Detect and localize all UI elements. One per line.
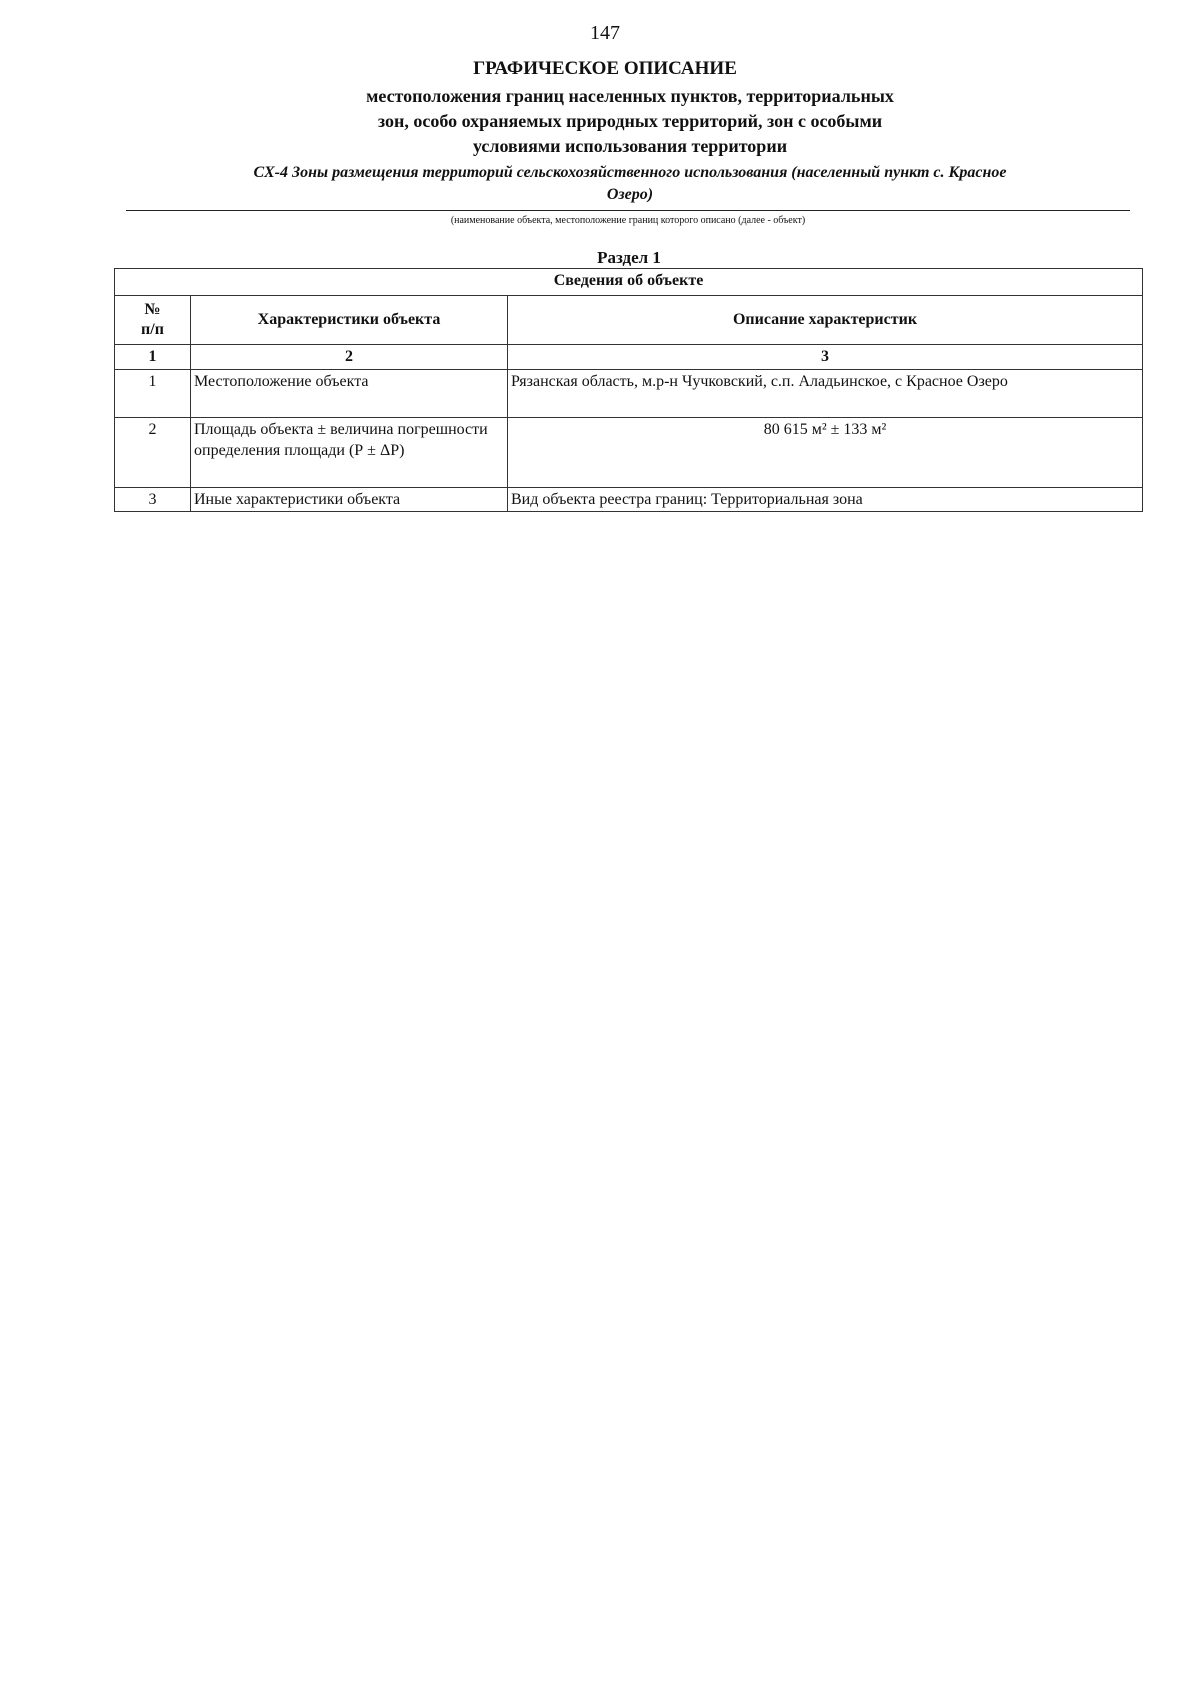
section-title: Раздел 1 (597, 248, 661, 267)
table-row (115, 418, 1143, 488)
table-caption-row (115, 269, 1143, 296)
header-number (115, 296, 191, 345)
column-index: 1 (115, 345, 191, 370)
object-info-table (114, 268, 1143, 512)
header-description: Описание характеристик (508, 296, 1143, 345)
header-number-line: п/п (141, 321, 164, 338)
column-index: 3 (508, 345, 1143, 370)
page-number: 147 (590, 22, 620, 44)
object-name-caption: (наименование объекта, местоположение границ которого описано (далее - объект) (450, 215, 806, 226)
table-caption: Сведения об объекте (115, 269, 1143, 296)
row-description: 80 615 м² ± 133 м² (508, 418, 1143, 488)
row-number: 3 (115, 488, 191, 512)
object-name-line: СХ-4 Зоны размещения территорий сельскохозяйственного использования (населенный пункт с. Красное (253, 164, 1007, 181)
row-characteristic: Иные характеристики объекта (191, 488, 508, 512)
document-subtitle (0, 84, 1200, 159)
table-row (115, 488, 1143, 512)
row-description: Вид объекта реестра границ: Территориальная зона (508, 488, 1143, 512)
row-characteristic: Местоположение объекта (191, 370, 508, 418)
object-name-underline (126, 210, 1130, 211)
table-header-row (115, 296, 1143, 345)
object-name (150, 162, 1110, 206)
row-number: 2 (115, 418, 191, 488)
table-row (115, 370, 1143, 418)
row-description: Рязанская область, м.р-н Чучковский, с.п. Аладьинское, с Красное Озеро (508, 370, 1143, 418)
subtitle-line: зон, особо охраняемых природных территорий, зон с особыми (377, 111, 883, 131)
column-index-row (115, 345, 1143, 370)
document-title: ГРАФИЧЕСКОЕ ОПИСАНИЕ (473, 58, 737, 79)
header-characteristics: Характеристики объекта (191, 296, 508, 345)
column-index: 2 (191, 345, 508, 370)
row-characteristic: Площадь объекта ± величина погрешности определения площади (Р ± ΔР) (191, 418, 508, 488)
row-number: 1 (115, 370, 191, 418)
header-number-line: № (144, 301, 161, 318)
object-name-line: Озеро) (606, 186, 654, 203)
subtitle-line: условиями использования территории (472, 136, 788, 156)
subtitle-line: местоположения границ населенных пунктов, территориальных (366, 86, 894, 106)
